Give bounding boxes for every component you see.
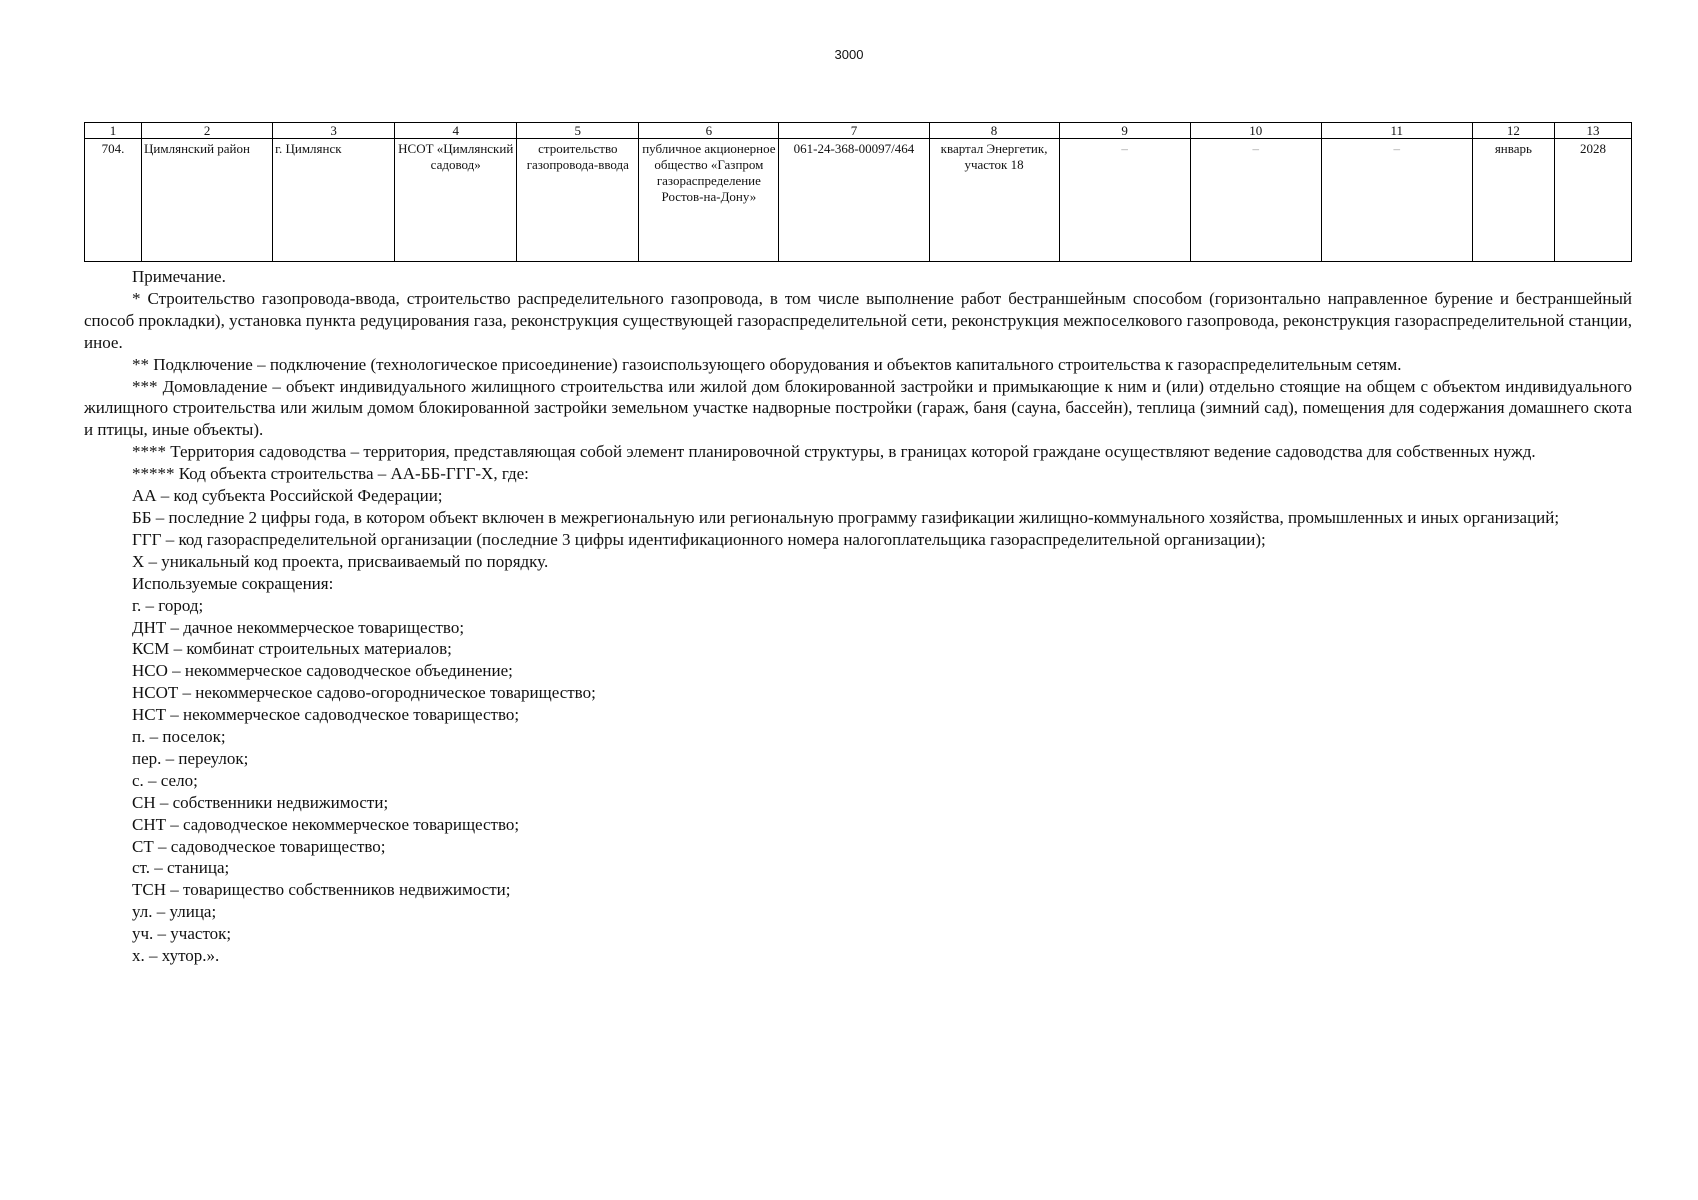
- notes-section: [84, 266, 1632, 967]
- settlement-cell: г. Цимлянск: [273, 139, 395, 262]
- abbreviation-item: СНТ – садоводческое некоммерческое товарищество;: [132, 814, 520, 834]
- data-table: [84, 122, 1632, 262]
- column-header: 12: [1472, 123, 1554, 139]
- abbreviation-item: пер. – переулок;: [132, 748, 249, 768]
- gas-company-cell: публичное акционерное общество «Газпром газораспределение Ростов-на-Дону»: [639, 139, 779, 262]
- code-part: Х – уникальный код проекта, присваиваемый по порядку.: [132, 551, 549, 571]
- note-item: *** Домовладение – объект индивидуального жилищного строительства или жилой дом блокированной застройки и примыкающие к ним и (или) отдельно стоящие на общем с объектом индивидуального жилищного строительства или жилым домом блокированной застройки земельном участке надворные постройки (гараж, баня (сауна, бассейн), теплица (зимний сад), помещения для содержания домашнего скота и птицы, иные объекты).: [84, 376, 1632, 440]
- table-row: [85, 139, 1632, 262]
- abbreviation-item: х. – хутор.».: [132, 946, 220, 966]
- code-part: АА – код субъекта Российской Федерации;: [132, 486, 443, 506]
- abbreviation-item: НСО – некоммерческое садоводческое объединение;: [132, 661, 513, 681]
- address-cell: квартал Энергетик, участок 18: [929, 139, 1059, 262]
- abbreviation-item: уч. – участок;: [132, 924, 232, 944]
- notes-title: Примечание.: [132, 267, 226, 286]
- column-header: 7: [779, 123, 929, 139]
- column-header: 11: [1321, 123, 1472, 139]
- empty-cell: –: [1321, 139, 1472, 262]
- note-item: **** Территория садоводства – территория, представляющая собой элемент планировочной структуры, в границах которой граждане осуществляют ведение садоводства для собственных нужд.: [132, 442, 1536, 462]
- column-header: 13: [1554, 123, 1631, 139]
- object-code-cell: 061-24-368-00097/464: [779, 139, 929, 262]
- abbreviation-item: СТ – садоводческое товарищество;: [132, 836, 386, 856]
- abbreviations-title: Используемые сокращения:: [132, 573, 334, 593]
- code-part: ББ – последние 2 цифры года, в котором объект включен в межрегиональную или региональную программу газификации жилищно-коммунального хозяйства, промышленных и иных организаций;: [132, 507, 1560, 527]
- abbreviations-list: [84, 595, 1632, 967]
- column-header: 4: [395, 123, 517, 139]
- month-cell: январь: [1472, 139, 1554, 262]
- column-header: 1: [85, 123, 142, 139]
- column-header: 3: [273, 123, 395, 139]
- note-item: ** Подключение – подключение (технологическое присоединение) газоиспользующего оборудования и объектов капитального строительства к газораспределительным сетям.: [132, 354, 1402, 374]
- abbreviation-item: ст. – станица;: [132, 858, 230, 878]
- abbreviation-item: КСМ – комбинат строительных материалов;: [132, 639, 452, 659]
- column-header: 8: [929, 123, 1059, 139]
- abbreviation-item: СН – собственники недвижимости;: [132, 792, 389, 812]
- work-type-cell: строительство газопровода-ввода: [517, 139, 639, 262]
- column-header: 9: [1059, 123, 1190, 139]
- abbreviation-item: ДНТ – дачное некоммерческое товарищество;: [132, 617, 465, 637]
- column-header: 6: [639, 123, 779, 139]
- abbreviation-item: г. – город;: [132, 595, 204, 615]
- empty-cell: –: [1059, 139, 1190, 262]
- row-number-cell: 704.: [85, 139, 142, 262]
- abbreviation-item: НСТ – некоммерческое садоводческое товарищество;: [132, 705, 520, 725]
- code-part: ГГГ – код газораспределительной организации (последние 3 цифры идентификационного номера налогоплательщика газораспределительной организации);: [132, 529, 1266, 549]
- abbreviation-item: ТСН – товарищество собственников недвижимости;: [132, 880, 511, 900]
- empty-cell: –: [1190, 139, 1321, 262]
- abbreviation-item: п. – поселок;: [132, 727, 226, 747]
- column-header: 5: [517, 123, 639, 139]
- abbreviation-item: ул. – улица;: [132, 902, 217, 922]
- column-header: 10: [1190, 123, 1321, 139]
- note-item: ***** Код объекта строительства – АА-ББ-ГГГ-Х, где:: [132, 464, 529, 484]
- abbreviation-item: с. – село;: [132, 770, 198, 790]
- note-item: * Строительство газопровода-ввода, строительство распределительного газопровода, в том числе выполнение работ бестраншейным способом (горизонтально направленное бурение и бестраншейный способ прокладки), установка пункта редуцирования газа, реконструкция существующей газораспределительной сети, реконструкция межпоселкового газопровода, реконструкция газораспределительной станции, иное.: [84, 288, 1632, 352]
- page-number: 3000: [834, 47, 864, 62]
- district-cell: Цимлянский район: [142, 139, 273, 262]
- table-header-row: [85, 123, 1632, 139]
- column-header: 2: [142, 123, 273, 139]
- organization-cell: НСОТ «Цимлянский садовод»: [395, 139, 517, 262]
- abbreviation-item: НСОТ – некоммерческое садово-огородническое товарищество;: [132, 683, 596, 703]
- year-cell: 2028: [1554, 139, 1631, 262]
